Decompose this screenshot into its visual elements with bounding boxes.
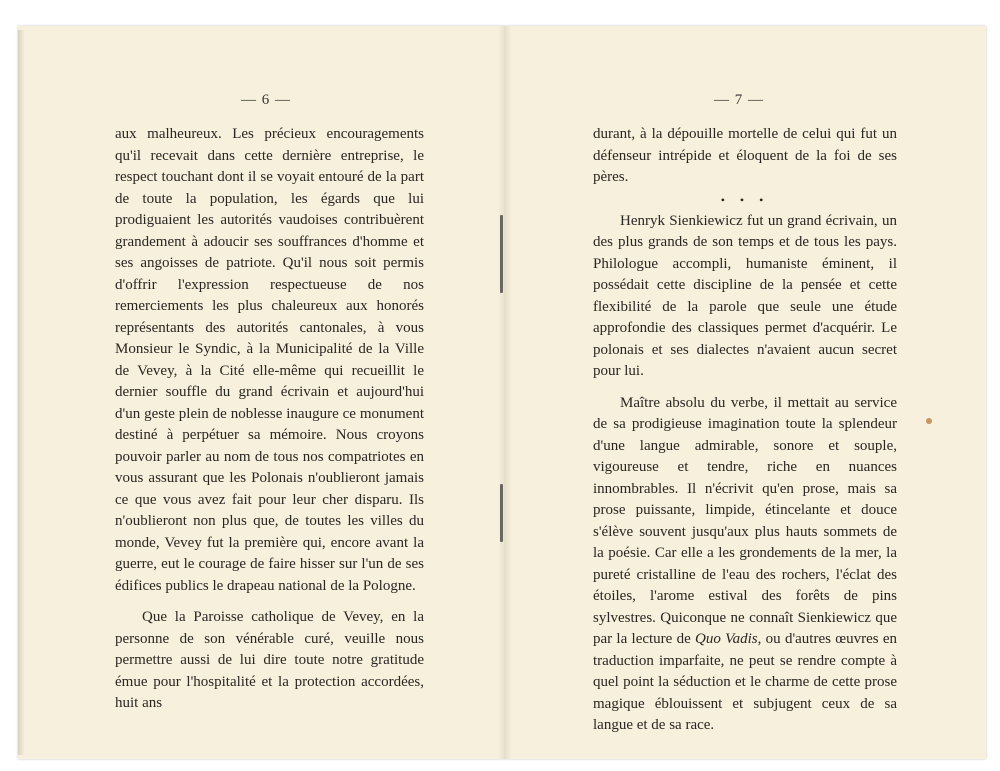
left-page-text <box>115 124 424 715</box>
right-paragraph-1: durant, à la dépouille mortelle de celui qui fut un défenseur intrépide et éloquent de la foi de ses pères. <box>593 126 897 185</box>
right-page-text <box>593 124 897 737</box>
asterism-separator: • • • <box>720 192 770 207</box>
quo-vadis-title: Quo Vadis <box>695 631 758 647</box>
right-paragraph-2: Henryk Sienkiewicz fut un grand écrivain, un des plus grands de son temps et de tous les pays. Philologue accompli, humaniste éminent, il possédait cette discipline de la pensée et cette flexibilité de la parole que seule une étude approfondie des classiques permet d'acquérir. Le polonais et ses dialectes n'avaient aucun secret pour lui. <box>593 212 897 379</box>
left-page-number: — 6 — <box>241 92 291 108</box>
paper-stain <box>926 418 932 424</box>
right-page-number: — 7 — <box>714 92 764 108</box>
paragraph-3-text-after: , ou d'autres œuvres en traduction imparfaite, ne peut se rendre compte à quel point la séduction et le charme de cette prose magique éblouissent et subjugent ceux de sa langue et de sa race. <box>593 631 897 733</box>
left-paragraph-1: aux malheureux. Les précieux encouragements qu'il recevait dans cette dernière entreprise, le respect touchant dont il se voyait entouré de la part de toute la population, les égards que lui prodiguaient les autorités vaudoises contribuèrent grandement à adoucir ses souffrances d'homme et ses angoisses de patriote. Qu'il nous soit permis d'offrir l'expression respectueuse de nos remerciements les plus chaleureux aux honorés représentants des autorités cantonales, à vous Monsieur le Syndic, à la Municipalité de la Ville de Vevey, à la Cité elle-même qui recueillit le dernier souffle du grand écrivain et aujourd'hui d'un geste plein de noblesse inaugure ce monument destiné à perpétuer sa mémoire. Nous croyons pouvoir parler au nom de tous nos compatriotes en vous assurant que les Polonais n'oublieront jamais ce que vous avez fait pour leur cher disparu. Ils n'oublieront non plus que, de toutes les villes du monde, Vevey fut la première qui, encore avant la guerre, eut le courage de faire hisser sur l'un de ses édifices publics le drapeau national de la Pologne. <box>115 126 424 594</box>
right-paragraph-3 <box>593 393 897 737</box>
book-gutter <box>498 26 512 759</box>
binding-staple-bottom <box>500 484 503 542</box>
binding-staple-top <box>500 215 503 293</box>
left-paragraph-2: Que la Paroisse catholique de Vevey, en la personne de son vénérable curé, veuille nous permettre aussi de lui dire toute notre gratitude émue pour l'hospitalité et la protection accordées, huit ans <box>115 609 424 711</box>
paragraph-3-text-before: Maître absolu du verbe, il mettait au service de sa prodigieuse imagination toute la splendeur d'une langue admirable, sonore et souple, vigoureuse et tendre, riche en nuances innombrables. Il n'écrivit qu'en prose, mais sa prose puissante, limpide, étincelante et douce s'élève souvent jusqu'aux plus hauts sommets de la poésie. Car elle a les grondements de la mer, la pureté cristalline de l'eau des rochers, l'éclat des étoiles, l'arome estival des forêts de pins sylvestres. Quiconque ne connaît Sienkiewicz que par la lecture de <box>593 394 897 647</box>
stacked-page-edges <box>18 30 24 755</box>
